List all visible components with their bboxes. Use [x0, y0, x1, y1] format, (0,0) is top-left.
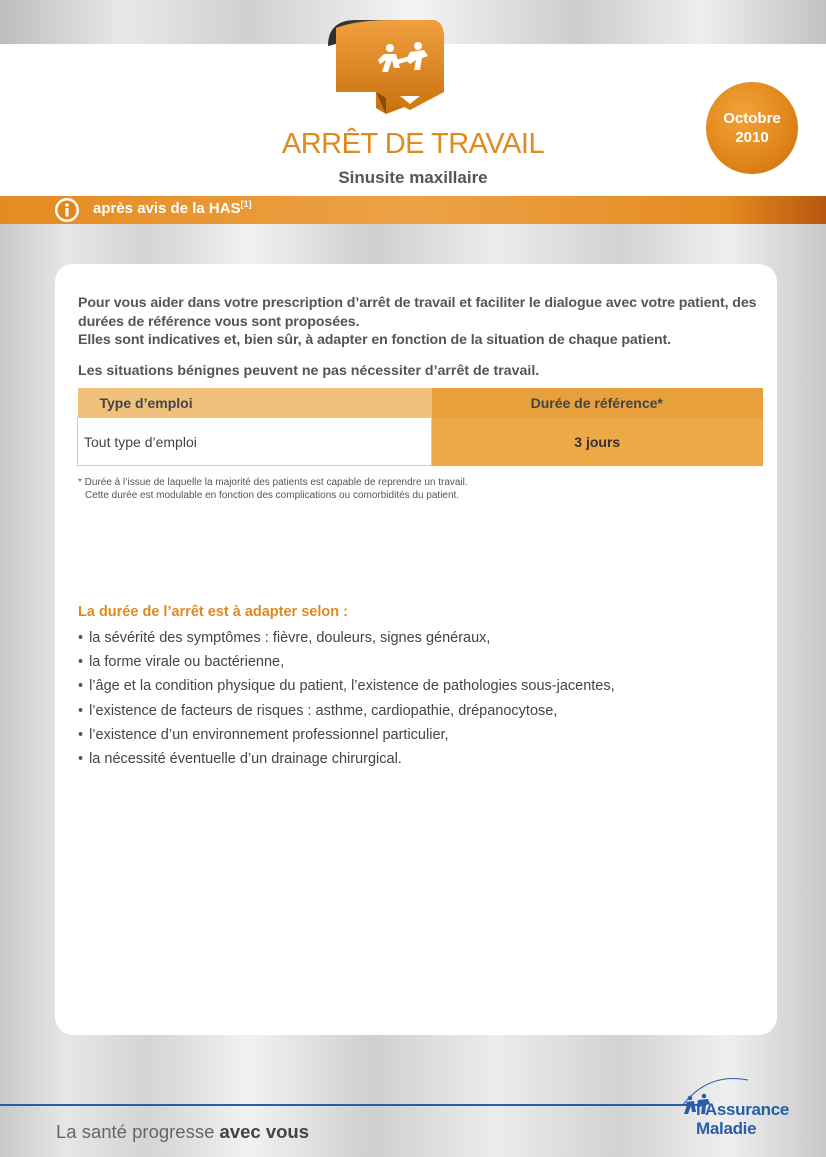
info-icon [54, 197, 80, 223]
intro-paragraph [78, 294, 758, 350]
table-header-row [78, 388, 763, 418]
list-item: • la forme virale ou bactérienne, [78, 650, 615, 674]
logo-line-2: Maladie [696, 1119, 757, 1138]
has-reference: [1] [240, 199, 252, 209]
list-item: • la sévérité des symptômes : fièvre, douleurs, signes généraux, [78, 626, 615, 650]
has-label [93, 199, 252, 217]
adaptation-list [78, 626, 615, 771]
footer-slogan [56, 1121, 309, 1143]
adaptation-heading: La durée de l’arrêt est à adapter selon : [78, 604, 348, 620]
benign-note: Les situations bénignes peuvent ne pas nécessiter d’arrêt de travail. [78, 363, 540, 379]
table-header-duration: Durée de référence* [432, 388, 763, 418]
document-subtitle: Sinusite maxillaire [338, 168, 488, 187]
intro-line-1: Pour vous aider dans votre prescription d’arrêt de travail et faciliter le dialogue avec votre patient, des durées de référence vous sont proposées. [78, 295, 757, 330]
footer-divider [0, 1104, 700, 1106]
table-header-job-type: Type d’emploi [78, 388, 432, 418]
assurance-maladie-emblem-icon [326, 16, 446, 116]
logo-line-1: l’Assurance [696, 1100, 790, 1119]
reference-duration-table [77, 388, 763, 466]
table-footnote [78, 476, 468, 502]
table-row [78, 418, 763, 466]
assurance-maladie-wordmark [696, 1100, 789, 1138]
date-month: Octobre [723, 110, 781, 127]
list-item: • l’existence de facteurs de risques : asthme, cardiopathie, drépanocytose, [78, 699, 615, 723]
slogan-part-2: avec vous [219, 1121, 310, 1142]
intro-line-2: Elles sont indicatives et, bien sûr, à adapter en fonction de la situation de chaque patient. [78, 332, 672, 348]
slogan-part-1: La santé progresse [56, 1121, 220, 1142]
date-badge [706, 82, 798, 174]
document-title: ARRÊT DE TRAVAIL [281, 128, 545, 160]
date-year: 2010 [735, 129, 769, 146]
has-label-text: après avis de la HAS [93, 200, 241, 217]
table-cell-duration: 3 jours [432, 418, 763, 466]
footnote-line-1: * Durée à l’issue de laquelle la majorité des patients est capable de reprendre un travail. [78, 477, 468, 488]
list-item: • l’existence d’un environnement professionnel particulier, [78, 723, 615, 747]
list-item: • l’âge et la condition physique du patient, l’existence de pathologies sous-jacentes, [78, 674, 615, 698]
table-cell-job-type: Tout type d’emploi [78, 418, 432, 466]
footnote-line-2: Cette durée est modulable en fonction des complications ou comorbidités du patient. [85, 490, 460, 501]
list-item: • la nécessité éventuelle d’un drainage chirurgical. [78, 747, 615, 771]
